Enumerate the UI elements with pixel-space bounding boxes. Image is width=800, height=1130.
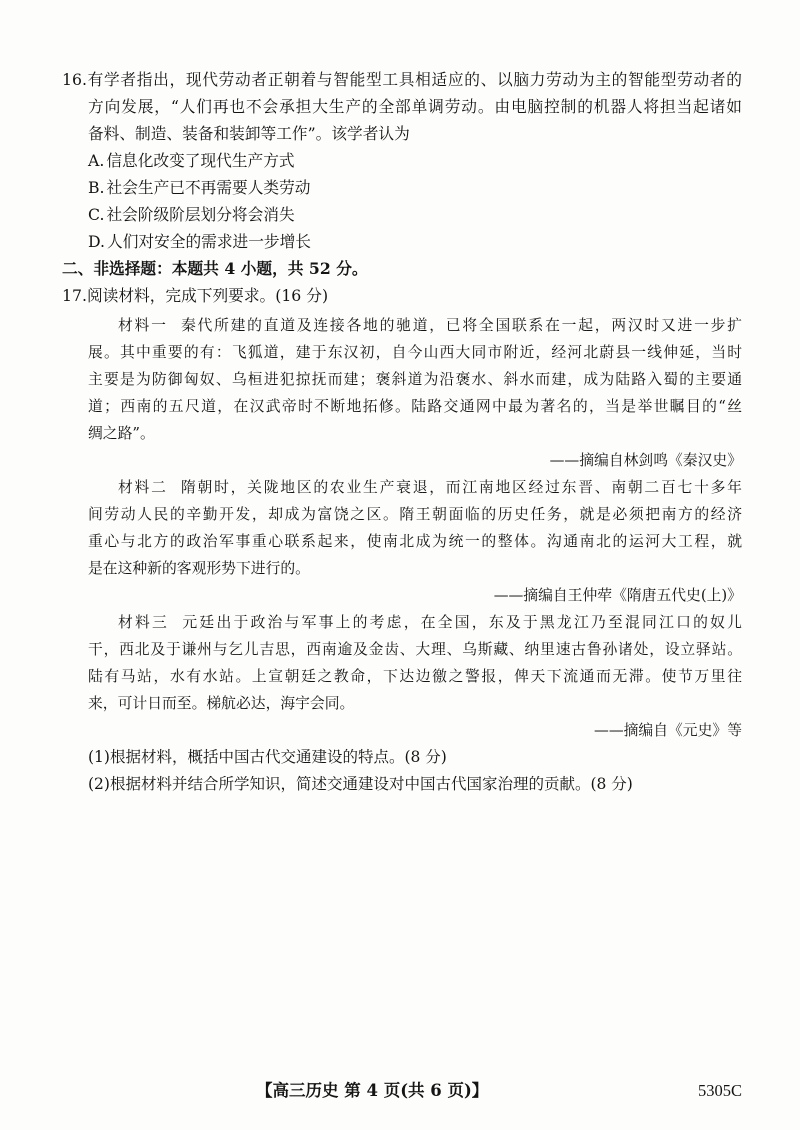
option-letter: B.: [88, 178, 105, 197]
material-2: [62, 474, 742, 609]
material-source: ——摘编自林剑鸣《秦汉史》: [549, 452, 742, 469]
material-text: 元廷出于政治与军事上的考虑，在全国，东及于黑龙江乃至混同江口的奴儿: [182, 614, 742, 631]
question-16-stem-line-2: 方向发展，“人们再也不会承担大生产的全部单调劳动。由电脑控制的机器人将担当起诸如: [88, 97, 742, 116]
page-content: [62, 66, 742, 798]
material-line: 来，可计日而至。梯航必达，海宇会同。: [88, 695, 355, 712]
option-letter: D.: [88, 232, 106, 251]
question-16-stem-line-1: [62, 66, 742, 93]
material-line: 展。其中重要的有：飞狐道，建于东汉初，自今山西大同市附近，经河北蔚县一线伸延，当时: [88, 344, 742, 361]
material-text: 秦代所建的直道及连接各地的驰道，已将全国联系在一起，两汉时又进一步扩: [180, 317, 742, 334]
option-text: 人们对安全的需求进一步增长: [107, 232, 311, 251]
option-letter: A.: [88, 151, 105, 170]
material-line: [88, 474, 742, 501]
material-1: [62, 312, 742, 474]
option-text: 信息化改变了现代生产方式: [106, 151, 295, 170]
option-text: 社会生产已不再需要人类劳动: [106, 178, 311, 197]
material-line: [88, 609, 742, 636]
material-source: ——摘编自《元史》等: [594, 722, 742, 739]
option-c: [88, 201, 742, 228]
material-3: [62, 609, 742, 744]
option-d: [88, 228, 742, 255]
material-source: ——摘编自王仲荦《隋唐五代史(上)》: [493, 587, 742, 604]
question-17-prompt: [62, 282, 742, 309]
material-label: 材料一: [118, 317, 168, 334]
material-text: 隋朝时，关陇地区的农业生产衰退，而江南地区经过东晋、南朝二百七十多年: [180, 479, 742, 496]
question-16-number: 16.: [62, 70, 87, 89]
material-line: 主要是为防御匈奴、乌桓进犯掠抚而建；褒斜道为沿褒水、斜水而建，成为陆路入蜀的主要通: [88, 371, 742, 388]
footer-paper-code: 5305C: [698, 1081, 743, 1100]
material-label: 材料二: [118, 479, 168, 496]
option-a: [88, 147, 742, 174]
material-line: 间劳动人民的辛勤开发，却成为富饶之区。隋王朝面临的历史任务，就是必须把南方的经济: [88, 506, 742, 523]
subquestion-1: (1)根据材料，概括中国古代交通建设的特点。(8 分): [88, 748, 447, 766]
option-letter: C.: [88, 205, 105, 224]
question-16: [62, 66, 742, 255]
material-line: [88, 312, 742, 339]
question-17-number: 17.: [62, 286, 87, 305]
section-heading: 二、非选择题：本题共 4 小题，共 52 分。: [62, 259, 368, 278]
option-b: [88, 174, 742, 201]
material-line: 绸之路”。: [88, 425, 155, 442]
material-label: 材料三: [118, 614, 170, 631]
question-16-stem-text: 有学者指出，现代劳动者正朝着与智能型工具相适应的、以脑力劳动为主的智能型劳动者的: [86, 70, 742, 89]
material-line: 陆有马站，水有水站。上宣朝廷之教命，下达边徼之警报，俾天下流通而无滞。使节万里往: [88, 668, 742, 685]
question-16-stem-line-3: 备料、制造、装备和装卸等工作”。该学者认为: [88, 124, 410, 143]
question-17-prompt-text: 阅读材料，完成下列要求。(16 分): [86, 286, 329, 305]
subquestion-2: (2)根据材料并结合所学知识，简述交通建设对中国古代国家治理的贡献。(8 分): [88, 775, 633, 793]
material-line: 道；西南的五尺道，在汉武帝时不断地拓修。陆路交通网中最为著名的，当是举世瞩目的“丝: [88, 398, 742, 415]
material-line: 是在这种新的客观形势下进行的。: [88, 560, 310, 577]
footer-page-label: 【高三历史 第 4 页(共 6 页)】: [256, 1081, 489, 1100]
option-text: 社会阶级阶层划分将会消失: [106, 205, 295, 224]
material-line: 重心与北方的政治军事重心联系起来，使南北成为统一的整体。沟通南北的运河大工程，就: [88, 533, 742, 550]
materials: [62, 312, 742, 744]
material-line: 干，西北及于谦州与乞儿吉思，西南逾及金齿、大理、乌斯藏、纳里速古鲁孙诸处，设立驿站。: [88, 641, 742, 658]
